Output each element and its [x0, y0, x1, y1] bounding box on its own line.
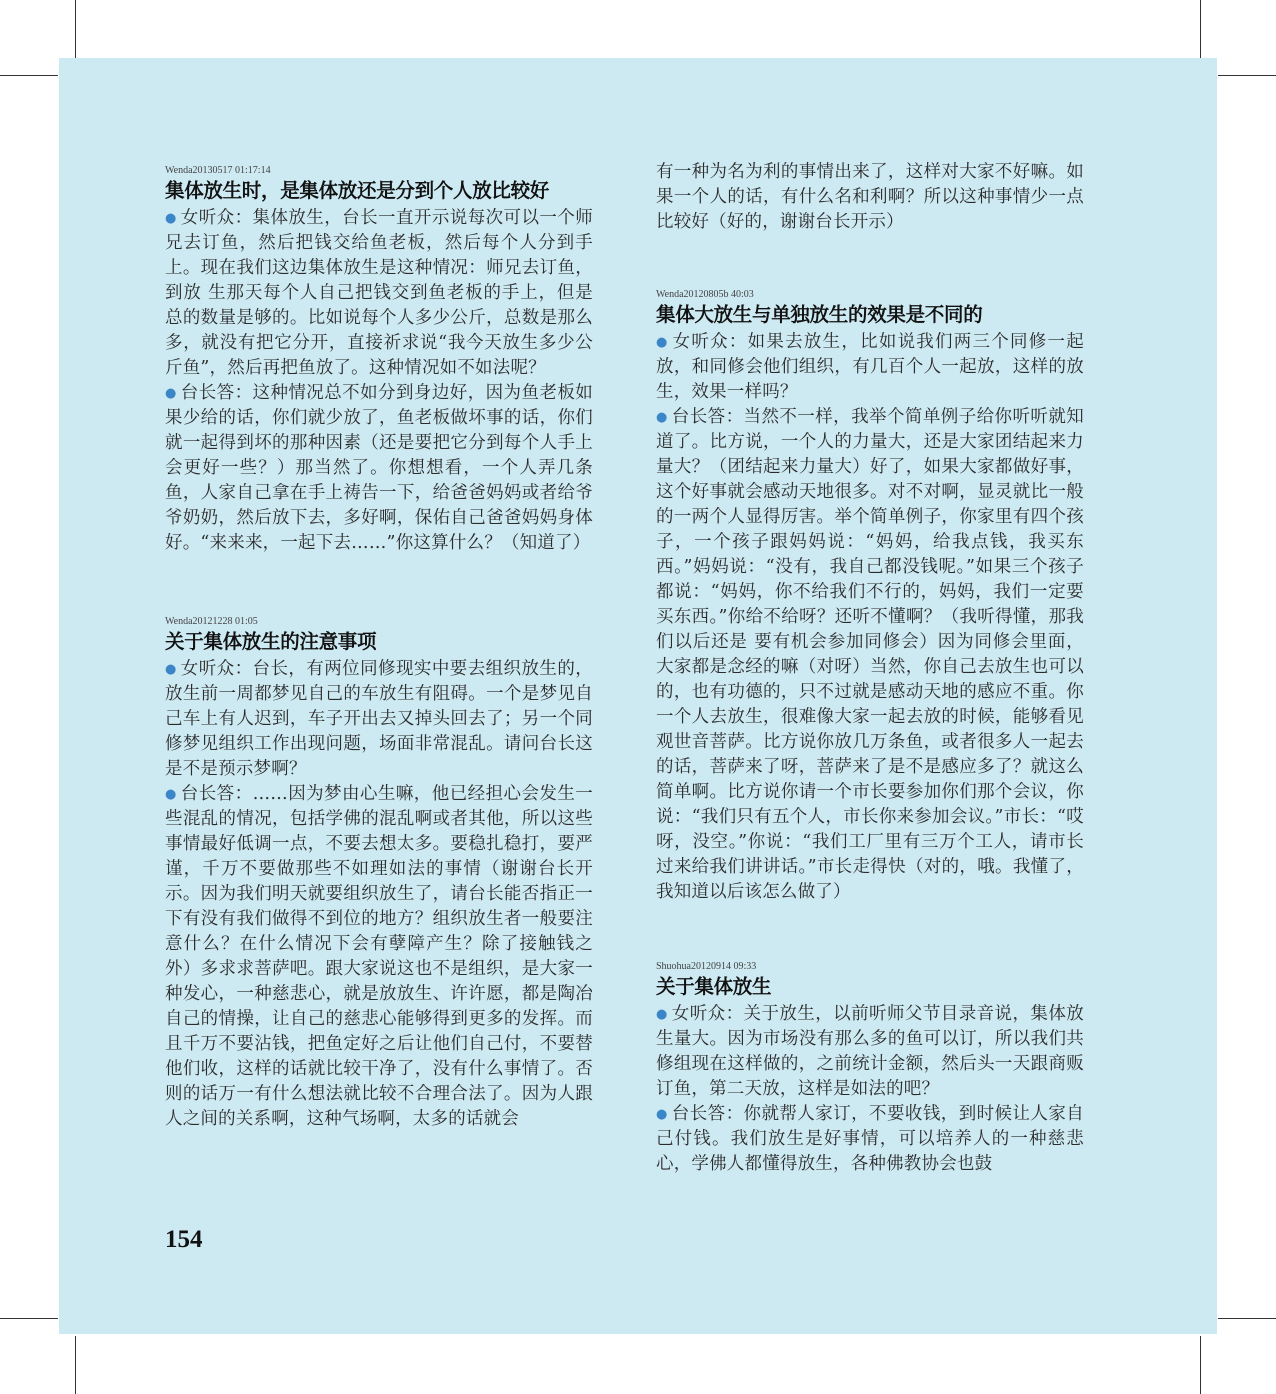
crop-mark: [1200, 1336, 1201, 1394]
continued-paragraph: 有一种为名为利的事情出来了，这样对大家不好嘛。如果一个人的话，有什么名和利啊？所以这种事情少一点比较好（好的，谢谢台长开示）: [656, 162, 1084, 232]
dialogue-paragraph: [656, 405, 1084, 905]
paragraph-text: 台长答：……因为梦由心生嘛，他已经担心会发生一些混乱的情况，包括学佛的混乱啊或者其他，所以这些事情最好低调一点，不要去想太多。要稳扎稳打，要严谨，千万不要做那些不如理如法的事情（谢谢台长开示。因为我们明天就要组织放生了，请台长能否指正一下有没有我们做得不到位的地方？组织放生者一般要注意什么？在什么情况下会有孽障产生？除了接触钱之外）多求求菩萨吧。跟大家说这也不是组织，是大家一种发心，一种慈悲心，就是放放生、许许愿，都是陶冶自己的情操，让自己的慈悲心能够得到更多的发挥。而且千万不要沾钱，把鱼定好之后让他们自己付，不要替他们收，这样的话就比较干净了，没有什么事情了。否则的话万一有什么想法就比较不合理合法了。因为人跟人之间的关系啊，这种气场啊，太多的话就会: [165, 784, 593, 1129]
crop-mark: [1200, 0, 1201, 58]
article-heading: 关于集体放生的注意事项: [165, 630, 377, 653]
article-section: [656, 960, 1084, 1177]
article-heading: 集体大放生与单独放生的效果是不同的: [656, 303, 983, 326]
article-section: [165, 615, 593, 1132]
article-section: [165, 164, 593, 556]
timestamp: Shuohua20120914 09:33: [656, 961, 757, 972]
bullet-icon: ●: [656, 1107, 668, 1122]
bullet-icon: ●: [165, 211, 177, 226]
paragraph-text: 女听众：台长，有两位同修现实中要去组织放生的，放生前一周都梦见自己的车放生有阻碍。一个是梦见自己车上有人迟到，车子开出去又掉头回去了；另一个同修梦见组织工作出现问题，场面非常混乱。请问台长这是不是预示梦啊？: [165, 659, 593, 779]
paragraph-text: 女听众：如果去放生，比如说我们两三个同修一起放，和同修会他们组织，有几百个人一起放，这样的放生，效果一样吗？: [656, 332, 1084, 402]
paragraph-text: 台长答：当然不一样，我举个简单例子给你听听就知道了。比方说，一个人的力量大，还是大家团结起来力量大？（团结起来力量大）好了，如果大家都做好事，这个好事就会感动天地很多。对不对啊，显灵就比一般的一两个人显得厉害。举个简单例子，你家里有四个孩子，一个孩子跟妈妈说：“妈妈，给我点钱，我买东西。”妈妈说：“没有，我自己都没钱呢。”如果三个孩子都说：“妈妈，你不给我们不行的，妈妈，我们一定要买东西。”你给不给呀？还听不懂啊？（我听得懂，那我们以后还是 要有机会参加同修会）因为同修会里面，大家都是念经的嘛（对呀）当然，你自己去放生也可以的，也有功德的，只不过就是感动天地的感应不重。你一个人去放生，很难像大家一起去放的时候，能够看见观世音菩萨。比方说你放几万条鱼，或者很多人一起去的话，菩萨来了呀，菩萨来了是不是感应多了？就这么简单啊。比方说你请一个市长要参加你们那个会议，你说：“我们只有五个人，市长你来参加会议。”市长：“哎呀，没空。”你说：“我们工厂里有三万个工人，请市长过来给我们讲讲话。”市长走得快（对的，哦。我懂了，我知道以后该怎么做了）: [656, 407, 1084, 902]
timestamp: Wenda20120805b 40:03: [656, 289, 754, 300]
crop-mark: [75, 0, 76, 58]
article-heading: 集体放生时，是集体放还是分到个人放比较好: [165, 179, 550, 202]
crop-mark: [75, 1336, 76, 1394]
crop-mark: [1218, 1318, 1276, 1319]
dialogue-paragraph: [165, 657, 593, 782]
paragraph-text: 女听众：关于放生，以前听师父节目录音说，集体放生量大。因为市场没有那么多的鱼可以订，所以我们共修组现在这样做的，之前统计金额，然后头一天跟商贩订鱼，第二天放，这样是如法的吧？: [656, 1004, 1084, 1099]
paragraph-text: 台长答：你就帮人家订，不要收钱，到时候让人家自己付钱。我们放生是好事情，可以培养人的一种慈悲心，学佛人都懂得放生，各种佛教协会也鼓: [656, 1104, 1084, 1174]
bullet-icon: ●: [656, 335, 669, 350]
article-section: [656, 288, 1084, 905]
paragraph-text: 台长答：这种情况总不如分到身边好，因为鱼老板如果少给的话，你们就少放了，鱼老板做坏事的话，你们就一起得到坏的那种因素（还是要把它分到每个人手上会更好一些？）那当然了。你想想看，一个人弄几条鱼，人家自己拿在手上祷告一下，给爸爸妈妈或者给爷爷奶奶，然后放下去，多好啊，保佑自己爸爸妈妈身体好。“来来来，一起下去……”你这算什么？（知道了）: [165, 383, 593, 553]
dialogue-paragraph: [165, 206, 593, 381]
crop-mark: [0, 75, 58, 76]
bullet-icon: ●: [165, 386, 177, 401]
crop-mark: [0, 1318, 58, 1319]
dialogue-paragraph: [165, 782, 593, 1132]
page-number: 154: [165, 1226, 203, 1253]
dialogue-paragraph: [165, 381, 593, 556]
dialogue-paragraph: [656, 1002, 1084, 1102]
timestamp: Wenda20121228 01:05: [165, 616, 258, 627]
timestamp: Wenda20130517 01:17:14: [165, 165, 271, 176]
left-column: [165, 164, 593, 1132]
bullet-icon: ●: [165, 662, 177, 677]
bullet-icon: ●: [165, 787, 177, 802]
article-heading: 关于集体放生: [656, 975, 772, 998]
crop-mark: [1218, 75, 1276, 76]
bullet-icon: ●: [656, 1007, 668, 1022]
dialogue-paragraph: [656, 1102, 1084, 1177]
right-column: [656, 160, 1084, 1177]
bullet-icon: ●: [656, 410, 668, 425]
dialogue-paragraph: [656, 330, 1084, 405]
paragraph-text: 女听众：集体放生，台长一直开示说每次可以一个师兄去订鱼，然后把钱交给鱼老板，然后每个人分到手上。现在我们这边集体放生是这种情况：师兄去订鱼，到放 生那天每个人自己把钱交到鱼老板的手上，但是总的数量是够的。比如说每个人多少公斤，总数是那么多，就没有把它分开，直接祈求说“我今天放生多少公斤鱼”，然后再把鱼放了。这种情况如不如法呢？: [165, 208, 593, 378]
